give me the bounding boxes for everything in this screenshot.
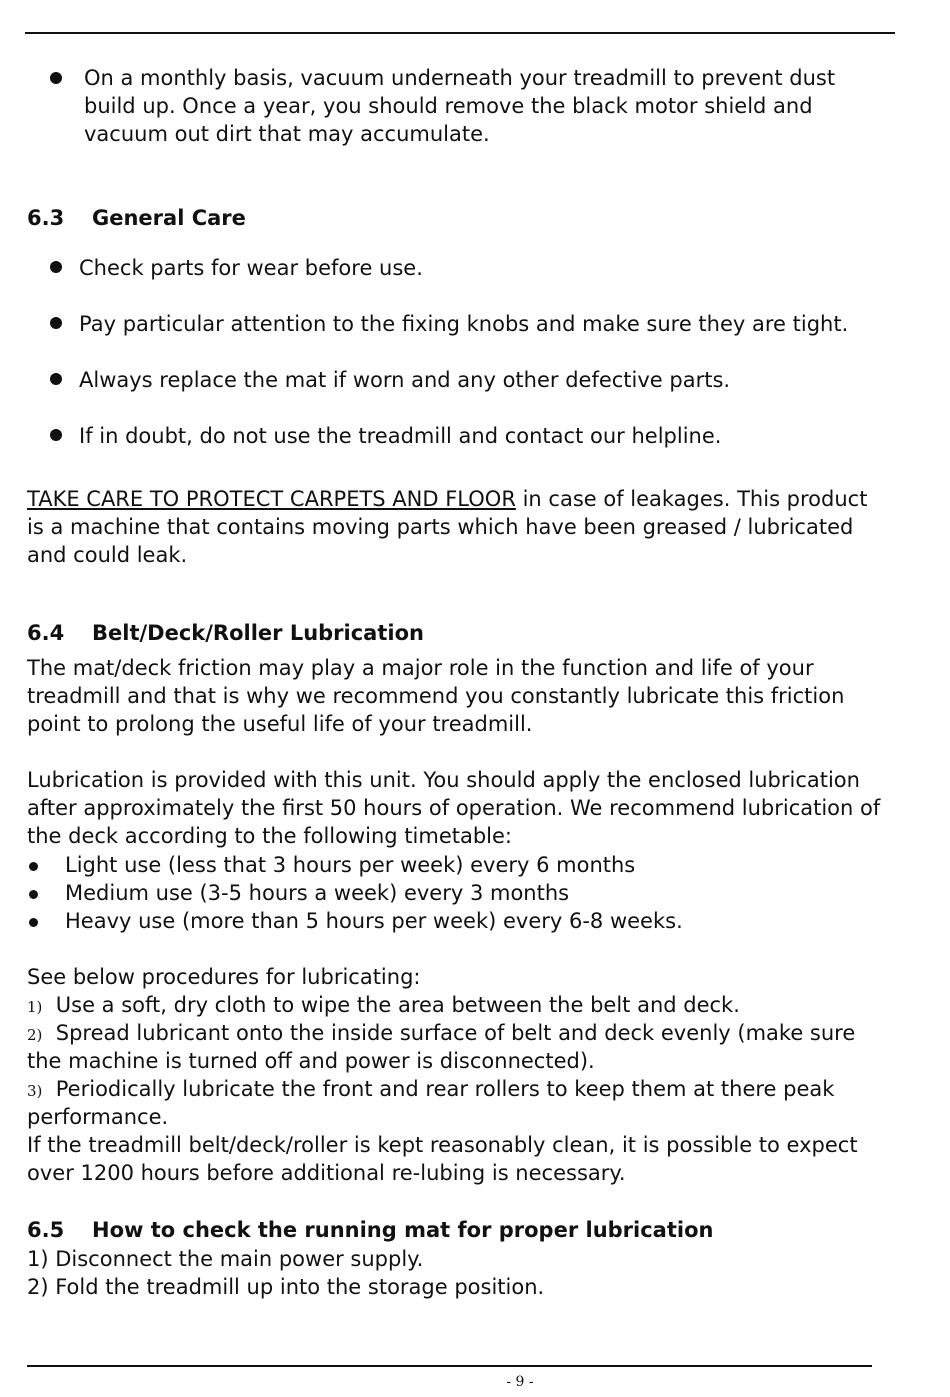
section-6-4-title: Belt/Deck/Roller Lubrication (92, 621, 424, 645)
step-number: 1) (27, 998, 43, 1016)
bullet-icon (50, 72, 62, 84)
closing-line-1: If the treadmill belt/deck/roller is kept reasonably clean, it is possible to expect (27, 1133, 858, 1157)
check-step-1: 1) Disconnect the main power supply. (27, 1247, 424, 1271)
procedure-step-2-cont: the machine is turned off and power is disconnected). (27, 1049, 595, 1073)
lubrication-para1-line-1: The mat/deck friction may play a major role in the function and life of your (27, 656, 814, 680)
intro-bullet-line-3: vacuum out dirt that may accumulate. (84, 122, 490, 146)
schedule-item-medium: Medium use (3-5 hours a week) every 3 months (65, 881, 570, 905)
step-number: 2) (27, 1026, 43, 1044)
section-6-5-number: 6.5 (27, 1218, 65, 1242)
procedure-step-2 (27, 1019, 855, 1049)
general-care-bullet-4: If in doubt, do not use the treadmill and contact our helpline. (79, 424, 722, 448)
section-6-4-number: 6.4 (27, 621, 65, 645)
procedure-step-1 (27, 991, 740, 1021)
page-number: - 9 - (506, 1374, 534, 1390)
section-6-3-number: 6.3 (27, 206, 65, 230)
lubrication-para1-line-3: point to prolong the useful life of your treadmill. (27, 712, 533, 736)
general-care-bullet-1: Check parts for wear before use. (79, 256, 423, 280)
bullet-icon (29, 918, 38, 927)
step-text: Use a soft, dry cloth to wipe the area between the belt and deck. (55, 993, 740, 1017)
lubrication-para2-line-3: the deck according to the following timetable: (27, 824, 513, 848)
bullet-icon (50, 317, 62, 329)
warning-line-3: and could leak. (27, 543, 188, 567)
lubrication-para2-line-2: after approximately the first 50 hours of operation. We recommend lubrication of (27, 796, 881, 820)
warning-underlined: TAKE CARE TO PROTECT CARPETS AND FLOOR (27, 487, 516, 511)
procedures-intro: See below procedures for lubricating: (27, 965, 421, 989)
bullet-icon (50, 261, 62, 273)
schedule-item-heavy: Heavy use (more than 5 hours per week) every 6-8 weeks. (65, 909, 683, 933)
section-6-5-title: How to check the running mat for proper lubrication (92, 1218, 714, 1242)
general-care-bullet-3: Always replace the mat if worn and any other defective parts. (79, 368, 731, 392)
bullet-icon (29, 890, 38, 899)
step-text: Spread lubricant onto the inside surface of belt and deck evenly (make sure (55, 1021, 856, 1045)
section-6-3-title: General Care (92, 206, 246, 230)
warning-line-2: is a machine that contains moving parts which have been greased / lubricated (27, 515, 854, 539)
lubrication-para1-line-2: treadmill and that is why we recommend you constantly lubricate this friction (27, 684, 845, 708)
bullet-icon (29, 862, 38, 871)
procedure-step-3-cont: performance. (27, 1105, 169, 1129)
warning-line-1 (27, 485, 867, 513)
intro-bullet-line-2: build up. Once a year, you should remove the black motor shield and (84, 94, 813, 118)
step-text: Periodically lubricate the front and rear rollers to keep them at there peak (55, 1077, 835, 1101)
top-divider (25, 32, 895, 34)
bullet-icon (50, 373, 62, 385)
bullet-icon (50, 429, 62, 441)
procedure-step-3 (27, 1075, 834, 1105)
lubrication-para2-line-1: Lubrication is provided with this unit. You should apply the enclosed lubrication (27, 768, 860, 792)
bottom-divider (27, 1365, 872, 1367)
step-number: 3) (27, 1082, 43, 1100)
intro-bullet-line-1: On a monthly basis, vacuum underneath your treadmill to prevent dust (84, 66, 836, 90)
schedule-item-light: Light use (less that 3 hours per week) every 6 months (65, 853, 636, 877)
warning-rest: in case of leakages. This product (515, 487, 868, 511)
check-step-2: 2) Fold the treadmill up into the storage position. (27, 1275, 545, 1299)
closing-line-2: over 1200 hours before additional re-lubing is necessary. (27, 1161, 626, 1185)
general-care-bullet-2: Pay particular attention to the fixing knobs and make sure they are tight. (79, 312, 849, 336)
